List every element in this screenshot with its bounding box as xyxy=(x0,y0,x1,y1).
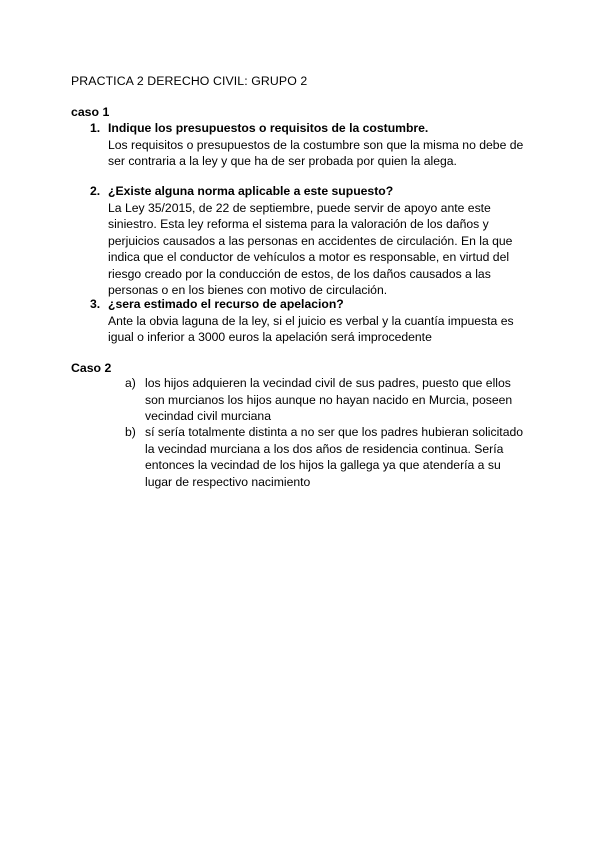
document-title: PRACTICA 2 DERECHO CIVIL: GRUPO 2 xyxy=(71,74,308,88)
question-number: 1. xyxy=(90,121,101,135)
answer-text: Ante la obvia laguna de la ley, si el juicio es verbal y la cuantía impuesta es igual o inferior a 3000 euros la apelación será improcedente xyxy=(108,313,514,344)
item-letter: b) xyxy=(125,425,136,439)
answer-text: Los requisitos o presupuestos de la costumbre son que la misma no debe de ser contraria a la ley y que ha de ser probada por quien la alega. xyxy=(108,137,524,168)
question-text: ¿sera estimado el recurso de apelacion? xyxy=(108,297,344,311)
question-number: 3. xyxy=(90,297,101,311)
item-text: los hijos adquieren la vecindad civil de sus padres, puesto que ellos son murcianos los hijos aunque no hayan nacido en Murcia, poseen vecindad civil murciana xyxy=(145,376,513,423)
item-text: sí sería totalmente distinta a no ser que los padres hubieran solicitado la vecindad murciana a los dos años de residencia continua. Sería entonces la vecindad de los hijos la gallega ya que atendería a su lugar de respectivo nacimiento xyxy=(145,425,524,489)
question-number: 2. xyxy=(90,184,101,198)
answer-text: La Ley 35/2015, de 22 de septiembre, puede servir de apoyo ante este siniestro. Esta ley reforma el sistema para la valoración de los daños y perjuicios causados a las personas en accidentes de circulación. En la que indica que el conductor de vehículos a motor es responsable, en virtud del riesgo creado por la conducción de estos, de los daños causados a las personas o en los bienes con motivo de circulación. xyxy=(108,200,513,297)
item-letter: a) xyxy=(125,376,136,390)
question-text: Indique los presupuestos o requisitos de la costumbre. xyxy=(108,121,429,135)
question-text: ¿Existe alguna norma aplicable a este supuesto? xyxy=(108,184,394,198)
case-2-heading: Caso 2 xyxy=(71,361,112,375)
case-1-heading: caso 1 xyxy=(71,105,110,119)
